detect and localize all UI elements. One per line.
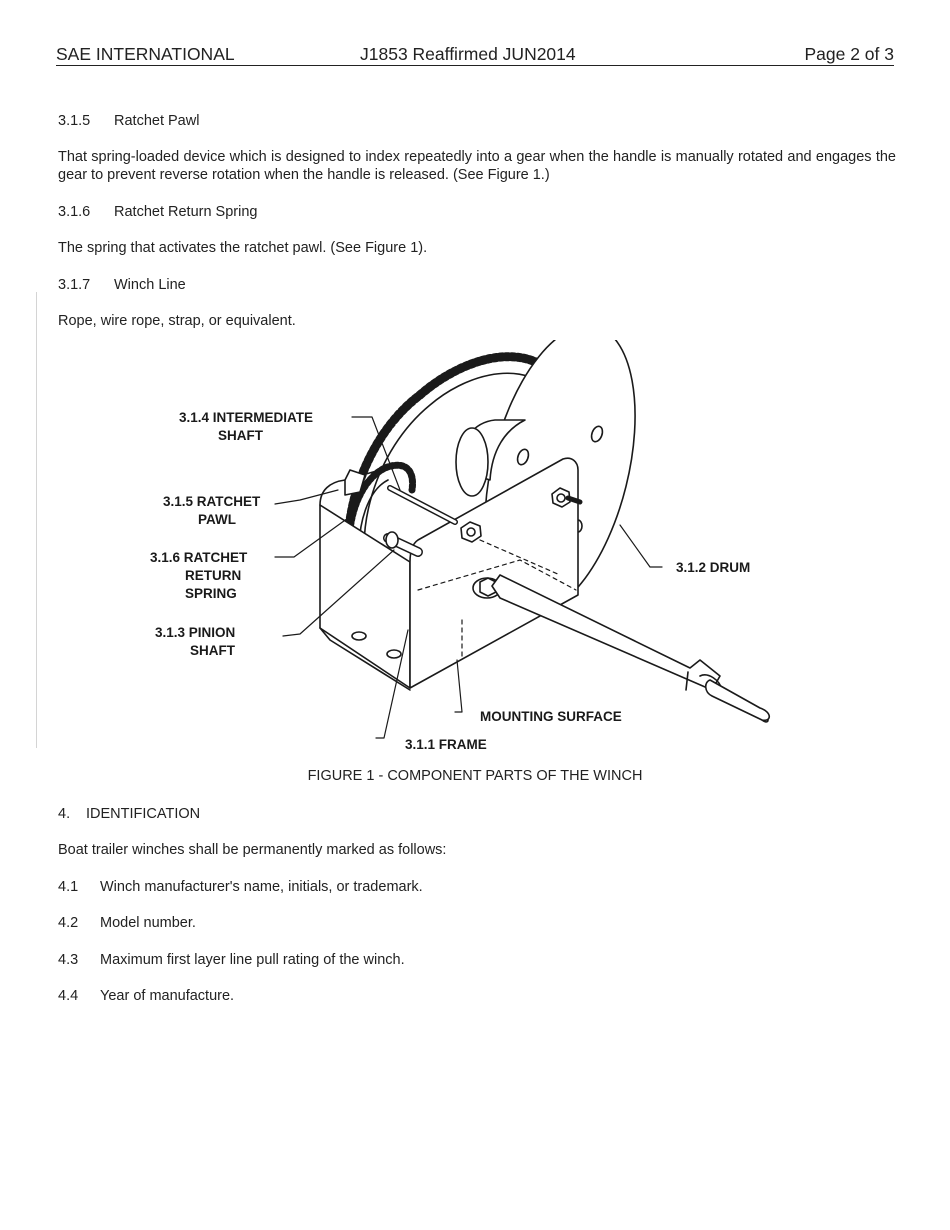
label-pinion-shaft-1: 3.1.3 PINION [155,625,236,640]
label-ratchet-pawl-1: 3.1.5 RATCHET [163,494,261,509]
item-number: 4.1 [58,879,79,895]
label-intermediate-shaft-2: SHAFT [218,428,263,443]
label-mounting-surface: MOUNTING SURFACE [480,709,622,724]
frame-drawing [320,458,578,690]
figure-caption: FIGURE 1 - COMPONENT PARTS OF THE WINCH [307,768,643,784]
list-item [58,878,423,896]
section-number: 4. [58,806,71,822]
identification-intro: Boat trailer winches shall be permanently marked as follows: [58,842,447,858]
label-ratchet-pawl-2: PAWL [198,512,236,527]
section-number: 3.1.5 [58,113,91,129]
label-intermediate-shaft-1: 3.1.4 INTERMEDIATE [179,410,314,425]
item-number: 4.3 [58,952,79,968]
header-page-number: Page 2 of 3 [804,44,894,64]
list-item [58,987,234,1005]
section-heading-3-1-5 [58,112,199,130]
list-item [58,914,196,932]
handle-drawing [473,575,769,722]
section-body-3-1-5: That spring-loaded device which is designed to index repeatedly into a gear when the handle is manually rotated and engages the gear to prevent reverse rotation when the handle is released. (See Figure 1.) [58,149,896,183]
label-ratchet-return-spring-1: 3.1.6 RATCHET [150,550,248,565]
item-number: 4.4 [58,988,79,1004]
header-doc-id: J1853 Reaffirmed JUN2014 [360,44,576,64]
item-text: Year of manufacture. [100,988,235,1004]
section-number: 3.1.7 [58,277,91,293]
label-pinion-shaft-2: SHAFT [190,643,235,658]
header-org: SAE INTERNATIONAL [56,44,235,64]
section-body-3-1-6: The spring that activates the ratchet pawl. (See Figure 1). [58,240,428,256]
section-heading-3-1-6 [58,203,257,221]
label-frame: 3.1.1 FRAME [405,737,487,752]
label-drum: 3.1.2 DRUM [676,560,751,575]
section-heading-4 [58,805,200,823]
section-body-3-1-7: Rope, wire rope, strap, or equivalent. [58,313,296,329]
list-item [58,951,405,969]
page-header [56,44,894,66]
item-text: Model number. [100,915,196,931]
section-title: Ratchet Pawl [114,113,200,129]
winch-diagram [0,340,950,760]
item-text: Maximum first layer line pull rating of the winch. [100,952,405,968]
section-title: Winch Line [114,277,186,293]
item-number: 4.2 [58,915,79,931]
section-heading-3-1-7 [58,276,186,294]
label-ratchet-return-spring-2: RETURN [185,568,242,583]
label-ratchet-return-spring-3: SPRING [185,586,237,601]
item-text: Winch manufacturer's name, initials, or trademark. [100,879,423,895]
section-title: Ratchet Return Spring [114,204,258,220]
section-number: 3.1.6 [58,204,91,220]
section-title: IDENTIFICATION [86,806,201,822]
